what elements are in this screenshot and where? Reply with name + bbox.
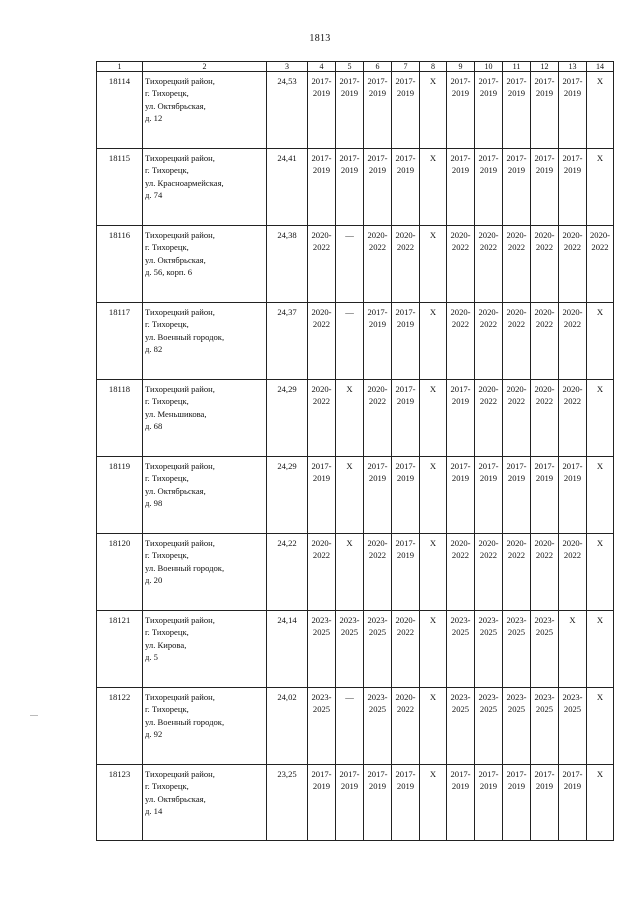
period-cell: Х <box>420 611 447 688</box>
area-cell: 24,38 <box>267 226 308 303</box>
period-cell: 2017- 2019 <box>336 72 364 149</box>
period-cell: 2017- 2019 <box>392 303 420 380</box>
area-cell: 24,22 <box>267 534 308 611</box>
period-cell: 2023- 2025 <box>308 611 336 688</box>
address-cell <box>143 149 267 226</box>
address-line: ул. Меньшикова, <box>145 408 207 419</box>
address-line: Тихорецкий район, <box>145 307 215 317</box>
address-cell <box>143 457 267 534</box>
period-cell: Х <box>336 380 364 457</box>
area-cell: 24,53 <box>267 72 308 149</box>
address-line: д. 20 <box>145 574 163 585</box>
period-cell: 2017- 2019 <box>559 149 587 226</box>
column-number: 8 <box>420 62 447 72</box>
row-number: 18120 <box>97 534 143 611</box>
column-number-row <box>97 62 614 72</box>
period-cell: Х <box>587 380 614 457</box>
address-line: г. Тихорецк, <box>145 550 189 561</box>
address-line: Тихорецкий район, <box>145 615 215 625</box>
table-row <box>97 380 614 457</box>
period-cell: Х <box>587 534 614 611</box>
column-number: 4 <box>308 62 336 72</box>
address-line: Тихорецкий район, <box>145 538 215 548</box>
period-cell: 2023- 2025 <box>308 688 336 765</box>
period-cell: 2020- 2022 <box>364 534 392 611</box>
column-number: 13 <box>559 62 587 72</box>
address-line: д. 68 <box>145 420 163 431</box>
period-cell: 2023- 2025 <box>364 688 392 765</box>
area-cell: 24,37 <box>267 303 308 380</box>
table-row <box>97 149 614 226</box>
period-cell: 2020- 2022 <box>531 534 559 611</box>
address-line: Тихорецкий район, <box>145 153 215 163</box>
address-line: д. 92 <box>145 728 163 739</box>
period-cell: — <box>336 688 364 765</box>
address-cell <box>143 72 267 149</box>
period-cell: 2023- 2025 <box>559 688 587 765</box>
area-cell: 24,14 <box>267 611 308 688</box>
address-line: г. Тихорецк, <box>145 473 189 484</box>
address-line: д. 82 <box>145 343 163 354</box>
period-cell: 2017- 2019 <box>392 765 420 841</box>
period-cell: 2020- 2022 <box>559 226 587 303</box>
period-cell: Х <box>420 457 447 534</box>
table-row <box>97 765 614 841</box>
period-cell: 2017- 2019 <box>503 765 531 841</box>
period-cell: Х <box>587 457 614 534</box>
period-cell: 2017- 2019 <box>447 72 475 149</box>
period-cell: 2017- 2019 <box>392 457 420 534</box>
row-number: 18117 <box>97 303 143 380</box>
address-line: ул. Красноармейская, <box>145 177 224 188</box>
period-cell: 2020- 2022 <box>308 226 336 303</box>
row-number: 18121 <box>97 611 143 688</box>
period-cell: — <box>336 303 364 380</box>
period-cell: 2017- 2019 <box>503 457 531 534</box>
address-cell <box>143 303 267 380</box>
period-cell: 2017- 2019 <box>392 72 420 149</box>
address-line: Тихорецкий район, <box>145 769 215 779</box>
period-cell: 2023- 2025 <box>447 611 475 688</box>
period-cell: Х <box>587 72 614 149</box>
column-number: 1 <box>97 62 143 72</box>
period-cell: 2020- 2022 <box>559 303 587 380</box>
address-cell <box>143 534 267 611</box>
period-cell: Х <box>587 688 614 765</box>
period-cell: 2020- 2022 <box>447 226 475 303</box>
period-cell: 2017- 2019 <box>308 72 336 149</box>
address-line: г. Тихорецк, <box>145 396 189 407</box>
row-number: 18114 <box>97 72 143 149</box>
period-cell: 2020- 2022 <box>308 534 336 611</box>
period-cell: 2020- 2022 <box>364 380 392 457</box>
table-row <box>97 457 614 534</box>
address-cell <box>143 765 267 841</box>
area-cell: 24,02 <box>267 688 308 765</box>
column-number: 10 <box>475 62 503 72</box>
row-number: 18119 <box>97 457 143 534</box>
period-cell: 2023- 2025 <box>503 611 531 688</box>
address-line: ул. Кирова, <box>145 639 187 650</box>
period-cell: 2017- 2019 <box>336 149 364 226</box>
period-cell: Х <box>420 380 447 457</box>
address-line: ул. Октябрьская, <box>145 485 206 496</box>
period-cell: 2020- 2022 <box>392 611 420 688</box>
period-cell: 2017- 2019 <box>531 72 559 149</box>
address-line: ул. Октябрьская, <box>145 100 206 111</box>
column-number: 12 <box>531 62 559 72</box>
address-line: Тихорецкий район, <box>145 461 215 471</box>
period-cell: 2017- 2019 <box>447 380 475 457</box>
row-number: 18115 <box>97 149 143 226</box>
period-cell: 2020- 2022 <box>447 534 475 611</box>
period-cell: 2020- 2022 <box>447 303 475 380</box>
period-cell: 2017- 2019 <box>559 72 587 149</box>
period-cell: 2017- 2019 <box>308 457 336 534</box>
address-line: г. Тихорецк, <box>145 242 189 253</box>
period-cell: 2017- 2019 <box>336 765 364 841</box>
register-table <box>96 61 614 841</box>
area-cell: 24,41 <box>267 149 308 226</box>
column-number: 5 <box>336 62 364 72</box>
address-line: д. 12 <box>145 112 163 123</box>
column-number: 9 <box>447 62 475 72</box>
period-cell: 2017- 2019 <box>364 303 392 380</box>
period-cell: 2017- 2019 <box>475 149 503 226</box>
column-number: 6 <box>364 62 392 72</box>
period-cell: 2023- 2025 <box>475 611 503 688</box>
period-cell: 2017- 2019 <box>475 72 503 149</box>
address-line: д. 14 <box>145 805 163 816</box>
period-cell: 2017- 2019 <box>308 149 336 226</box>
period-cell: 2023- 2025 <box>447 688 475 765</box>
period-cell: 2020- 2022 <box>587 226 614 303</box>
address-cell <box>143 611 267 688</box>
period-cell: 2017- 2019 <box>447 149 475 226</box>
address-line: Тихорецкий район, <box>145 692 215 702</box>
period-cell: 2017- 2019 <box>475 457 503 534</box>
address-line: г. Тихорецк, <box>145 627 189 638</box>
table-body <box>97 72 614 841</box>
period-cell: 2017- 2019 <box>531 765 559 841</box>
period-cell: 2023- 2025 <box>336 611 364 688</box>
period-cell: 2020- 2022 <box>503 303 531 380</box>
period-cell: Х <box>587 303 614 380</box>
period-cell: 2017- 2019 <box>447 765 475 841</box>
address-line: ул. Октябрьская, <box>145 793 206 804</box>
period-cell: 2017- 2019 <box>503 149 531 226</box>
area-cell: 24,29 <box>267 457 308 534</box>
address-line: г. Тихорецк, <box>145 88 189 99</box>
table-row <box>97 611 614 688</box>
address-line: г. Тихорецк, <box>145 319 189 330</box>
row-number: 18123 <box>97 765 143 841</box>
period-cell: 2020- 2022 <box>531 226 559 303</box>
period-cell: 2023- 2025 <box>531 611 559 688</box>
period-cell: 2020- 2022 <box>503 534 531 611</box>
period-cell: 2020- 2022 <box>531 303 559 380</box>
period-cell: 2020- 2022 <box>308 303 336 380</box>
period-cell: 2020- 2022 <box>475 303 503 380</box>
period-cell: 2017- 2019 <box>364 149 392 226</box>
column-number: 2 <box>143 62 267 72</box>
row-number: 18122 <box>97 688 143 765</box>
period-cell: Х <box>336 534 364 611</box>
period-cell: 2017- 2019 <box>392 149 420 226</box>
period-cell: 2020- 2022 <box>392 688 420 765</box>
period-cell: 2020- 2022 <box>559 534 587 611</box>
period-cell: 2020- 2022 <box>503 226 531 303</box>
period-cell: 2020- 2022 <box>308 380 336 457</box>
address-line: д. 98 <box>145 497 163 508</box>
period-cell: 2020- 2022 <box>475 380 503 457</box>
table-row <box>97 303 614 380</box>
margin-mark <box>30 715 38 716</box>
address-line: Тихорецкий район, <box>145 230 215 240</box>
table-row <box>97 226 614 303</box>
period-cell: 2020- 2022 <box>475 534 503 611</box>
period-cell: Х <box>420 72 447 149</box>
column-number: 7 <box>392 62 420 72</box>
address-cell <box>143 226 267 303</box>
period-cell: 2017- 2019 <box>503 72 531 149</box>
address-line: д. 74 <box>145 189 163 200</box>
period-cell: 2020- 2022 <box>475 226 503 303</box>
period-cell: 2020- 2022 <box>559 380 587 457</box>
period-cell: 2017- 2019 <box>447 457 475 534</box>
row-number: 18116 <box>97 226 143 303</box>
address-line: г. Тихорецк, <box>145 704 189 715</box>
period-cell: 2017- 2019 <box>392 380 420 457</box>
period-cell: 2023- 2025 <box>364 611 392 688</box>
period-cell: 2020- 2022 <box>503 380 531 457</box>
address-line: д. 56, корп. 6 <box>145 266 193 277</box>
period-cell: 2023- 2025 <box>503 688 531 765</box>
table-row <box>97 688 614 765</box>
column-number: 14 <box>587 62 614 72</box>
period-cell: 2017- 2019 <box>364 765 392 841</box>
period-cell: 2020- 2022 <box>392 226 420 303</box>
address-line: д. 5 <box>145 651 158 662</box>
period-cell: 2017- 2019 <box>531 457 559 534</box>
period-cell: 2023- 2025 <box>475 688 503 765</box>
period-cell: 2017- 2019 <box>364 72 392 149</box>
address-line: ул. Октябрьская, <box>145 254 206 265</box>
period-cell: 2023- 2025 <box>531 688 559 765</box>
period-cell: Х <box>420 149 447 226</box>
period-cell: 2017- 2019 <box>475 765 503 841</box>
table-row <box>97 534 614 611</box>
row-number: 18118 <box>97 380 143 457</box>
area-cell: 24,29 <box>267 380 308 457</box>
table-row <box>97 72 614 149</box>
area-cell: 23,25 <box>267 765 308 841</box>
address-line: Тихорецкий район, <box>145 76 215 86</box>
address-line: г. Тихорецк, <box>145 165 189 176</box>
period-cell: 2020- 2022 <box>364 226 392 303</box>
address-line: ул. Военный городок, <box>145 562 225 573</box>
address-cell <box>143 380 267 457</box>
column-number: 11 <box>503 62 531 72</box>
column-number: 3 <box>267 62 308 72</box>
period-cell: 2020- 2022 <box>531 380 559 457</box>
period-cell: 2017- 2019 <box>559 765 587 841</box>
period-cell: 2017- 2019 <box>392 534 420 611</box>
address-line: ул. Военный городок, <box>145 331 225 342</box>
period-cell: — <box>336 226 364 303</box>
page-number: 1813 <box>309 33 331 44</box>
period-cell: Х <box>587 611 614 688</box>
period-cell: Х <box>587 765 614 841</box>
period-cell: 2017- 2019 <box>531 149 559 226</box>
period-cell: Х <box>420 226 447 303</box>
address-line: г. Тихорецк, <box>145 781 189 792</box>
address-line: Тихорецкий район, <box>145 384 215 394</box>
period-cell: Х <box>336 457 364 534</box>
period-cell: Х <box>420 534 447 611</box>
period-cell: Х <box>420 765 447 841</box>
address-cell <box>143 688 267 765</box>
period-cell: Х <box>420 303 447 380</box>
period-cell: Х <box>587 149 614 226</box>
period-cell: 2017- 2019 <box>308 765 336 841</box>
period-cell: Х <box>420 688 447 765</box>
period-cell: 2017- 2019 <box>559 457 587 534</box>
period-cell: Х <box>559 611 587 688</box>
period-cell: 2017- 2019 <box>364 457 392 534</box>
address-line: ул. Военный городок, <box>145 716 225 727</box>
